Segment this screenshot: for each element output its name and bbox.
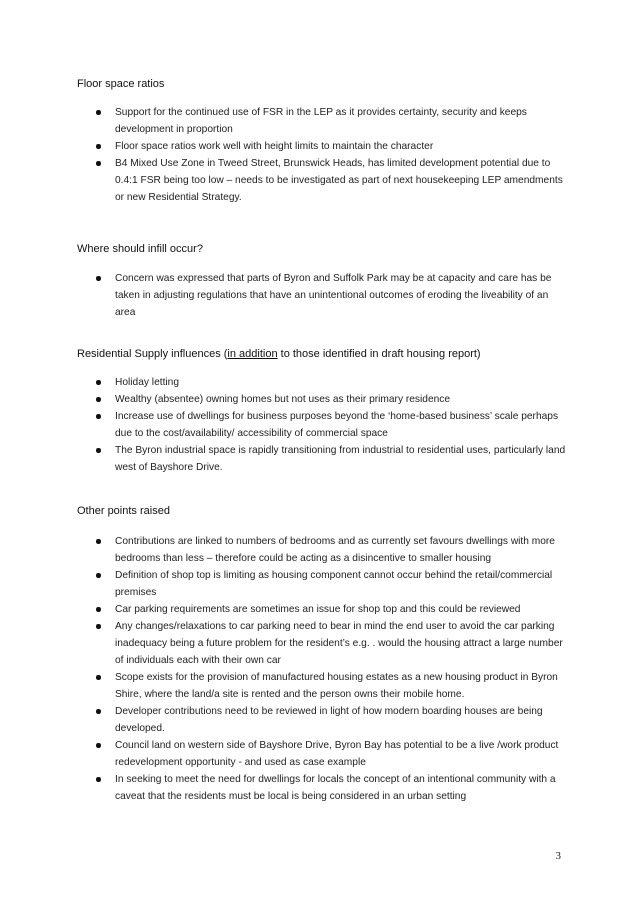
list-item-text: Floor space ratios work well with height limits to maintain the character [115, 141, 434, 152]
list-item-text: Council land on western side of Bayshore Drive, Byron Bay has potential to be a live /work product redevelopment opportunity - and used as case example [115, 740, 559, 768]
list-item-text: In seeking to meet the need for dwellings for locals the concept of an intentional community with a caveat that the residents must be local is being considered in an urban setting [115, 774, 556, 802]
list-item-text: Contributions are linked to numbers of bedrooms and as currently set favours dwellings with more bedrooms than less – therefore could be acting as a disincentive to smaller housing [115, 536, 555, 564]
list-item-text: Concern was expressed that parts of Byron and Suffolk Park may be at capacity and care has be taken in adjusting regulations that have an unintentional outcomes of eroding the liveability of an area [115, 273, 552, 318]
list-item-text: Car parking requirements are sometimes an issue for shop top and this could be reviewed [115, 604, 521, 615]
list-item-text: The Byron industrial space is rapidly transitioning from industrial to residential uses, particularly land west of Bayshore Drive. [115, 445, 566, 473]
list-item-text: Holiday letting [115, 377, 179, 388]
bullet-icon [96, 607, 101, 612]
bullet-icon [96, 144, 101, 149]
bullet-list [77, 533, 567, 805]
section-heading: Where should infill occur? [77, 243, 203, 255]
section-residential-supply [77, 346, 567, 476]
bullet-icon [96, 397, 101, 402]
list-item [77, 155, 567, 206]
bullet-icon [96, 624, 101, 629]
list-item-text: Any changes/relaxations to car parking need to bear in mind the end user to avoid the car parking inadequacy being a future problem for the resident’s e.g. . would the housing attract a large number of individuals each with their own car [115, 621, 563, 666]
bullet-icon [96, 448, 101, 453]
bullet-icon [96, 414, 101, 419]
list-item-text: Scope exists for the provision of manufactured housing estates as a new housing product in Byron Shire, where the land/a site is rented and the person owns their mobile home. [115, 672, 558, 700]
list-item [77, 138, 567, 155]
bullet-icon [96, 709, 101, 714]
list-item [77, 442, 567, 476]
bullet-icon [96, 743, 101, 748]
list-item [77, 408, 567, 442]
list-item [77, 270, 567, 321]
bullet-icon [96, 110, 101, 115]
list-item-text: Wealthy (absentee) owning homes but not uses as their primary residence [115, 394, 451, 405]
list-item [77, 601, 567, 618]
list-item-text: Developer contributions need to be reviewed in light of how modern boarding houses are being developed. [115, 706, 543, 734]
list-item [77, 567, 567, 601]
heading-underlined-text: in addition [227, 348, 278, 360]
heading-text: to those identified in draft housing report) [277, 348, 481, 360]
list-item-text: B4 Mixed Use Zone in Tweed Street, Brunswick Heads, has limited development potential due to 0.4:1 FSR being too low – needs to be investigated as part of next housekeeping LEP amendments or new Residential Strategy. [115, 158, 563, 203]
list-item-text: Increase use of dwellings for business purposes beyond the ‘home-based business’ scale perhaps due to the cost/availability/ accessibility of commercial space [115, 411, 559, 439]
section-infill [77, 241, 567, 321]
heading-text: Residential Supply influences ( [77, 348, 228, 360]
bullet-icon [96, 380, 101, 385]
list-item [77, 391, 567, 408]
bullet-icon [96, 539, 101, 544]
bullet-icon [96, 675, 101, 680]
bullet-list [77, 104, 567, 206]
bullet-icon [96, 276, 101, 281]
list-item [77, 771, 567, 805]
section-heading: Other points raised [77, 505, 170, 517]
list-item [77, 737, 567, 771]
page-number: 3 [555, 850, 561, 862]
bullet-icon [96, 777, 101, 782]
list-item [77, 533, 567, 567]
list-item-text: Definition of shop top is limiting as housing component cannot occur behind the retail/commercial premises [115, 570, 553, 598]
list-item-text: Support for the continued use of FSR in the LEP as it provides certainty, security and keeps development in proportion [115, 107, 527, 135]
list-item [77, 374, 567, 391]
list-item [77, 703, 567, 737]
bullet-icon [96, 573, 101, 578]
list-item [77, 669, 567, 703]
bullet-icon [96, 161, 101, 166]
section-other-points [77, 503, 567, 805]
section-floor-space-ratios [77, 76, 567, 206]
bullet-list [77, 270, 567, 321]
list-item [77, 104, 567, 138]
section-heading: Floor space ratios [77, 78, 165, 90]
section-heading [77, 346, 567, 363]
list-item [77, 618, 567, 669]
bullet-list [77, 374, 567, 476]
